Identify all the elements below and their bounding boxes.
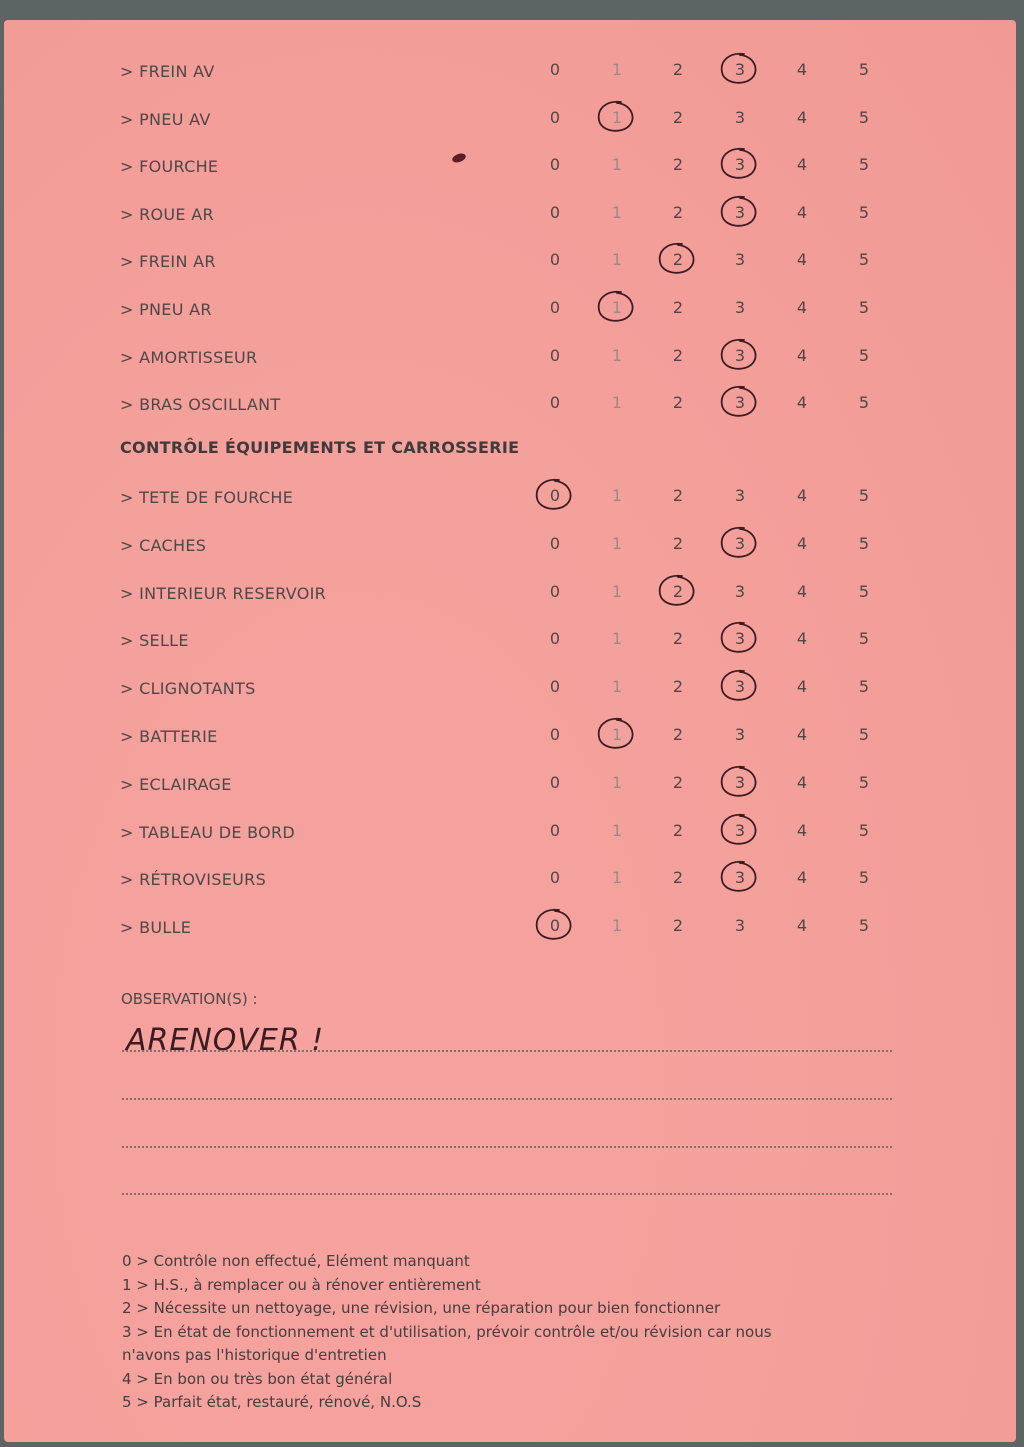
score-option: 4 xyxy=(796,533,808,553)
circled-score-mark xyxy=(714,524,762,564)
score-option: 3 xyxy=(728,677,752,696)
rating-row xyxy=(4,153,1016,183)
score-option: 2 xyxy=(672,772,684,792)
score-option: 5 xyxy=(858,868,870,888)
legend-line: 2 > Nécessite un nettoyage, une révision, une réparation pour bien fonctionner xyxy=(122,1299,721,1317)
score-option: 3 xyxy=(734,298,746,317)
score-option: 1 xyxy=(611,155,623,175)
circled-score-mark xyxy=(714,763,762,803)
rating-row xyxy=(4,723,1016,753)
score-option: 3 xyxy=(734,581,746,601)
score-option: 5 xyxy=(858,486,870,505)
score-option: 1 xyxy=(611,393,623,413)
rating-row xyxy=(4,484,1016,514)
item-label: > FREIN AV xyxy=(120,62,215,81)
score-option: 4 xyxy=(796,725,808,744)
observation-line xyxy=(122,1146,892,1148)
rating-row xyxy=(4,58,1016,88)
score-option: 4 xyxy=(796,581,808,601)
score-option: 2 xyxy=(672,298,684,317)
score-option: 0 xyxy=(549,820,561,840)
score-option: 1 xyxy=(611,345,623,365)
score-option: 4 xyxy=(796,155,808,175)
score-option: 2 xyxy=(672,725,684,744)
score-option: 4 xyxy=(796,772,808,792)
rating-row xyxy=(4,344,1016,374)
circled-score-mark xyxy=(529,476,577,516)
score-option: 4 xyxy=(796,250,808,270)
score-option: 4 xyxy=(796,345,808,365)
score-option: 1 xyxy=(611,533,623,553)
rating-row xyxy=(4,866,1016,896)
score-option: 5 xyxy=(858,916,870,936)
score-option: 1 xyxy=(611,486,623,505)
score-option: 5 xyxy=(858,345,870,365)
score-option: 1 xyxy=(611,250,623,270)
score-option: 0 xyxy=(549,60,561,79)
score-option: 0 xyxy=(549,725,561,744)
score-option: 5 xyxy=(858,250,870,270)
score-option: 0 xyxy=(549,202,561,222)
circled-score-mark xyxy=(714,50,762,90)
score-option: 4 xyxy=(796,486,808,505)
score-option: 2 xyxy=(672,155,684,175)
score-option: 1 xyxy=(611,916,623,936)
score-option: 5 xyxy=(858,581,870,601)
item-label: > SELLE xyxy=(120,631,189,651)
circled-score-mark xyxy=(714,336,762,376)
score-option: 0 xyxy=(549,250,561,270)
item-label: > PNEU AV xyxy=(120,109,211,129)
item-label: > ROUE AR xyxy=(120,204,214,224)
legend-line: 4 > En bon ou très bon état général xyxy=(122,1369,393,1388)
score-option: 0 xyxy=(543,916,567,935)
score-option: 3 xyxy=(728,155,752,174)
score-option: 0 xyxy=(549,868,561,888)
circled-score-mark xyxy=(714,193,762,233)
rating-row xyxy=(4,675,1016,705)
score-option: 5 xyxy=(858,772,870,792)
rating-row xyxy=(4,819,1016,849)
score-option: 4 xyxy=(796,820,808,840)
score-option: 3 xyxy=(734,916,746,936)
score-option: 2 xyxy=(672,677,684,697)
score-option: 2 xyxy=(672,868,684,888)
score-option: 2 xyxy=(672,202,684,222)
score-option: 3 xyxy=(728,346,752,365)
score-option: 3 xyxy=(728,534,752,553)
rating-row xyxy=(4,627,1016,657)
legend-line: 5 > Parfait état, restauré, rénové, N.O.S xyxy=(122,1393,422,1411)
circled-score-mark xyxy=(714,145,762,185)
legend-line: 0 > Contrôle non effectué, Elément manquant xyxy=(122,1252,470,1270)
handwritten-observation xyxy=(124,1018,374,1058)
score-option: 4 xyxy=(796,629,808,649)
item-label: > ECLAIRAGE xyxy=(120,774,232,794)
score-option: 1 xyxy=(611,60,623,79)
score-option: 2 xyxy=(672,916,684,936)
score-option: 4 xyxy=(796,298,808,317)
score-option: 3 xyxy=(728,60,752,79)
score-option: 4 xyxy=(796,60,808,79)
score-option: 5 xyxy=(858,202,870,222)
observation-line xyxy=(122,1193,892,1195)
score-option: 2 xyxy=(666,250,690,269)
circled-score-mark xyxy=(714,667,762,707)
score-option: 0 xyxy=(543,486,567,505)
score-option: 5 xyxy=(858,393,870,413)
score-option: 3 xyxy=(728,203,752,222)
section-title: CONTRÔLE ÉQUIPEMENTS ET CARROSSERIE xyxy=(120,438,520,457)
score-option: 2 xyxy=(666,582,690,601)
score-option: 0 xyxy=(549,155,561,175)
score-option: 0 xyxy=(549,345,561,365)
score-option: 3 xyxy=(728,393,752,412)
circled-score-mark xyxy=(652,240,700,280)
score-legend xyxy=(122,1250,882,1415)
score-option: 1 xyxy=(605,298,629,317)
score-option: 2 xyxy=(672,486,684,505)
score-option: 1 xyxy=(605,108,629,127)
score-option: 3 xyxy=(734,486,746,505)
score-option: 1 xyxy=(611,772,623,792)
rating-row xyxy=(4,391,1016,421)
score-option: 0 xyxy=(549,298,561,317)
circled-score-mark xyxy=(591,98,639,138)
score-option: 5 xyxy=(858,155,870,175)
score-option: 2 xyxy=(672,345,684,365)
item-label: > TETE DE FOURCHE xyxy=(120,488,294,507)
score-option: 1 xyxy=(611,202,623,222)
score-option: 4 xyxy=(796,916,808,936)
circled-score-mark xyxy=(591,715,639,755)
inspection-sheet xyxy=(4,20,1016,1442)
rating-row xyxy=(4,248,1016,278)
score-option: 3 xyxy=(728,868,752,887)
score-option: 2 xyxy=(672,629,684,649)
circled-score-mark xyxy=(714,858,762,898)
legend-line: 1 > H.S., à remplacer ou à rénover entièrement xyxy=(122,1275,481,1294)
rating-row xyxy=(4,914,1016,944)
item-label: > CLIGNOTANTS xyxy=(120,679,256,699)
circled-score-mark xyxy=(652,572,700,612)
score-option: 5 xyxy=(858,820,870,840)
score-option: 1 xyxy=(605,725,629,744)
score-option: 3 xyxy=(734,250,746,270)
circled-score-mark xyxy=(714,619,762,659)
item-label: > FOURCHE xyxy=(120,157,219,177)
rating-row xyxy=(4,201,1016,231)
score-option: 5 xyxy=(858,629,870,649)
item-label: > PNEU AR xyxy=(120,300,212,319)
score-option: 3 xyxy=(734,107,746,127)
score-option: 0 xyxy=(549,393,561,413)
item-label: > INTERIEUR RESERVOIR xyxy=(120,583,327,603)
score-option: 4 xyxy=(796,393,808,413)
circled-score-mark xyxy=(591,288,639,328)
item-label: > BULLE xyxy=(120,918,192,938)
observations-label: OBSERVATION(S) : xyxy=(121,990,258,1008)
item-label: > AMORTISSEUR xyxy=(120,347,258,367)
observation-line xyxy=(122,1050,892,1052)
score-option: 2 xyxy=(672,60,684,79)
score-option: 3 xyxy=(728,773,752,792)
rating-row xyxy=(4,532,1016,562)
legend-line: n'avons pas l'historique d'entretien xyxy=(122,1346,387,1364)
item-label: > BRAS OSCILLANT xyxy=(120,395,281,415)
score-option: 2 xyxy=(672,820,684,840)
score-option: 1 xyxy=(611,868,623,888)
score-option: 3 xyxy=(734,725,746,744)
score-option: 1 xyxy=(611,581,623,601)
observation-line xyxy=(122,1098,892,1100)
score-option: 0 xyxy=(549,533,561,553)
item-label: > CACHES xyxy=(120,535,207,555)
circled-score-mark xyxy=(714,383,762,423)
item-label: > BATTERIE xyxy=(120,727,218,746)
rating-row xyxy=(4,771,1016,801)
score-option: 1 xyxy=(611,677,623,697)
score-option: 0 xyxy=(549,677,561,697)
score-option: 0 xyxy=(549,581,561,601)
score-option: 1 xyxy=(611,820,623,840)
score-option: 0 xyxy=(549,772,561,792)
rating-row xyxy=(4,296,1016,326)
circled-score-mark xyxy=(714,811,762,851)
score-option: 0 xyxy=(549,629,561,649)
score-option: 4 xyxy=(796,202,808,222)
score-option: 3 xyxy=(728,629,752,648)
score-option: 5 xyxy=(858,725,870,744)
score-option: 0 xyxy=(549,107,561,127)
score-option: 2 xyxy=(672,533,684,553)
score-option: 2 xyxy=(672,393,684,413)
score-option: 2 xyxy=(672,107,684,127)
item-label: > RÉTROVISEURS xyxy=(120,870,267,890)
circled-score-mark xyxy=(529,906,577,946)
item-label: > FREIN AR xyxy=(120,252,216,272)
item-label: > TABLEAU DE BORD xyxy=(120,822,296,842)
rating-row xyxy=(4,580,1016,610)
score-option: 5 xyxy=(858,533,870,553)
legend-line: 3 > En état de fonctionnement et d'utilisation, prévoir contrôle et/ou révision car nous xyxy=(122,1322,772,1341)
score-option: 4 xyxy=(796,868,808,888)
score-option: 5 xyxy=(858,298,870,317)
score-option: 5 xyxy=(858,60,870,79)
score-option: 4 xyxy=(796,677,808,697)
score-option: 5 xyxy=(858,677,870,697)
score-option: 3 xyxy=(728,821,752,840)
handwritten-text: ARENOVER ! xyxy=(126,1023,325,1058)
rating-row xyxy=(4,106,1016,136)
score-option: 5 xyxy=(858,107,870,127)
score-option: 1 xyxy=(611,629,623,649)
score-option: 4 xyxy=(796,107,808,127)
